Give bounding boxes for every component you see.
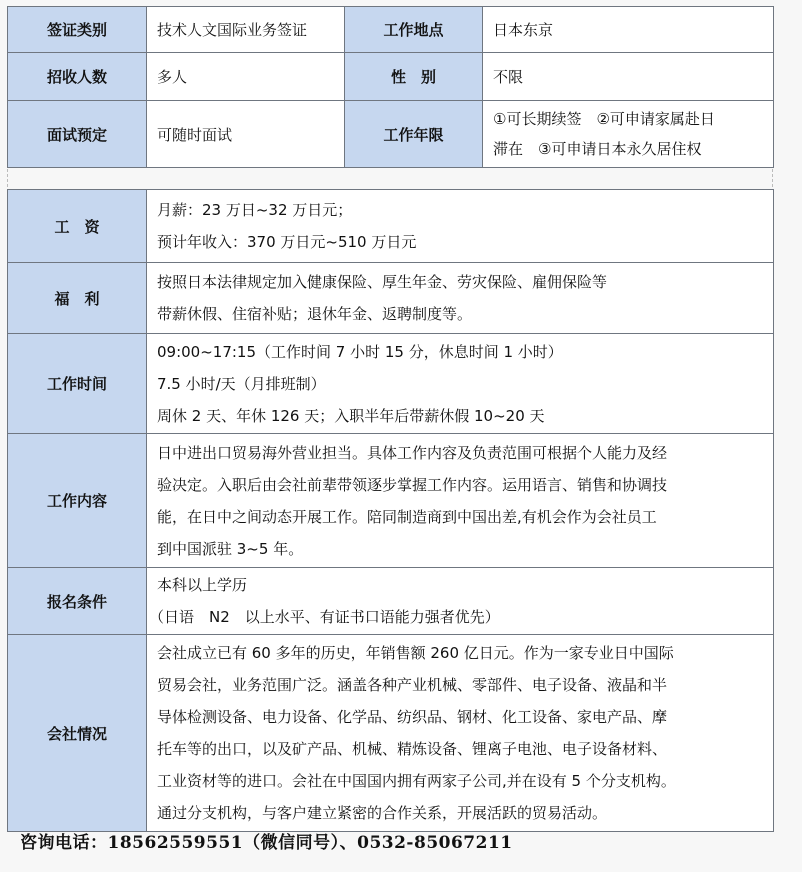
value-company — [147, 635, 774, 832]
company-line: 通过分支机构，与客户建立紧密的合作关系，开展活跃的贸易活动。 — [157, 804, 608, 822]
label-job-content: 工作内容 — [8, 434, 147, 568]
content-line: 日中进出口贸易海外营业担当。具体工作内容及负责范围可根据个人能力及经 — [157, 443, 668, 462]
hours-line: 7.5 小时/天（月排班制） — [157, 374, 326, 393]
content-line: 到中国派驻 3~5 年。 — [157, 539, 304, 558]
row-visa-type — [8, 7, 774, 53]
row-hours — [8, 334, 774, 434]
requirements-line: （日语 N2 以上水平、有证书口语能力强者优先） — [149, 608, 500, 626]
content-line: 能，在日中之间动态开展工作。陪同制造商到中国出差,有机会作为会社员工 — [157, 507, 657, 526]
label-headcount: 招收人数 — [8, 53, 147, 101]
company-line: 贸易会社，业务范围广泛。涵盖各种产业机械、零部件、电子设备、液晶和半 — [157, 676, 668, 694]
label-salary: 工 资 — [8, 190, 147, 263]
label-work-location: 工作地点 — [345, 7, 483, 53]
welfare-line: 按照日本法律规定加入健康保险、厚生年金、劳灾保险、雇佣保险等 — [157, 273, 608, 291]
content-line: 验决定。入职后由会社前辈带领逐步掌握工作内容。运用语言、销售和协调技 — [157, 475, 668, 494]
company-line: 导体检测设备、电力设备、化学品、纺织品、钢材、化工设备、家电产品、摩 — [157, 708, 668, 726]
value-work-location: 日本东京 — [483, 7, 774, 53]
salary-line: 预计年收入：370 万日元~510 万日元 — [157, 233, 417, 251]
label-welfare: 福 利 — [8, 263, 147, 334]
table-separator — [7, 169, 773, 187]
row-headcount — [8, 53, 774, 101]
row-requirements — [8, 568, 774, 635]
contact-phone: 咨询电话：18562559551（微信同号）、0532-85067211 — [20, 833, 513, 853]
value-job-content — [147, 434, 774, 568]
row-interview — [8, 101, 774, 168]
work-years-line-1: ①可长期续签 ②可申请家属赴日 — [493, 110, 715, 128]
value-salary — [147, 190, 774, 263]
label-company: 会社情况 — [8, 635, 147, 832]
company-line: 会社成立已有 60 多年的历史，年销售额 260 亿日元。作为一家专业日中国际 — [157, 644, 674, 662]
row-welfare — [8, 263, 774, 334]
value-requirements — [147, 568, 774, 635]
label-gender: 性 别 — [345, 53, 483, 101]
label-interview: 面试预定 — [8, 101, 147, 168]
hours-line: 周休 2 天、年休 126 天；入职半年后带薪休假 10~20 天 — [157, 406, 545, 425]
work-years-line-2: 滞在 ③可申请日本永久居住权 — [493, 140, 702, 158]
hours-line: 09:00~17:15（工作时间 7 小时 15 分，休息时间 1 小时） — [157, 342, 563, 361]
company-line: 工业资材等的进口。会社在中国国内拥有两家子公司,并在设有 5 个分支机构。 — [157, 772, 676, 790]
welfare-line: 带薪休假、住宿补贴；退休年金、返聘制度等。 — [157, 305, 473, 323]
label-hours: 工作时间 — [8, 334, 147, 434]
job-details-table — [7, 189, 774, 832]
value-headcount: 多人 — [147, 53, 345, 101]
visa-info-table — [7, 6, 774, 168]
salary-line: 月薪：23 万日~32 万日元； — [157, 201, 353, 219]
value-work-years — [483, 101, 774, 168]
value-gender: 不限 — [483, 53, 774, 101]
label-work-years: 工作年限 — [345, 101, 483, 168]
label-requirements: 报名条件 — [8, 568, 147, 635]
value-hours — [147, 334, 774, 434]
row-company — [8, 635, 774, 832]
label-visa-type: 签证类别 — [8, 7, 147, 53]
company-line: 托车等的出口，以及矿产品、机械、精炼设备、锂离子电池、电子设备材料、 — [157, 740, 668, 758]
value-interview: 可随时面试 — [147, 101, 345, 168]
value-welfare — [147, 263, 774, 334]
row-job-content — [8, 434, 774, 568]
value-visa-type: 技术人文国际业务签证 — [147, 7, 345, 53]
row-salary — [8, 190, 774, 263]
requirements-line: 本科以上学历 — [157, 576, 248, 594]
